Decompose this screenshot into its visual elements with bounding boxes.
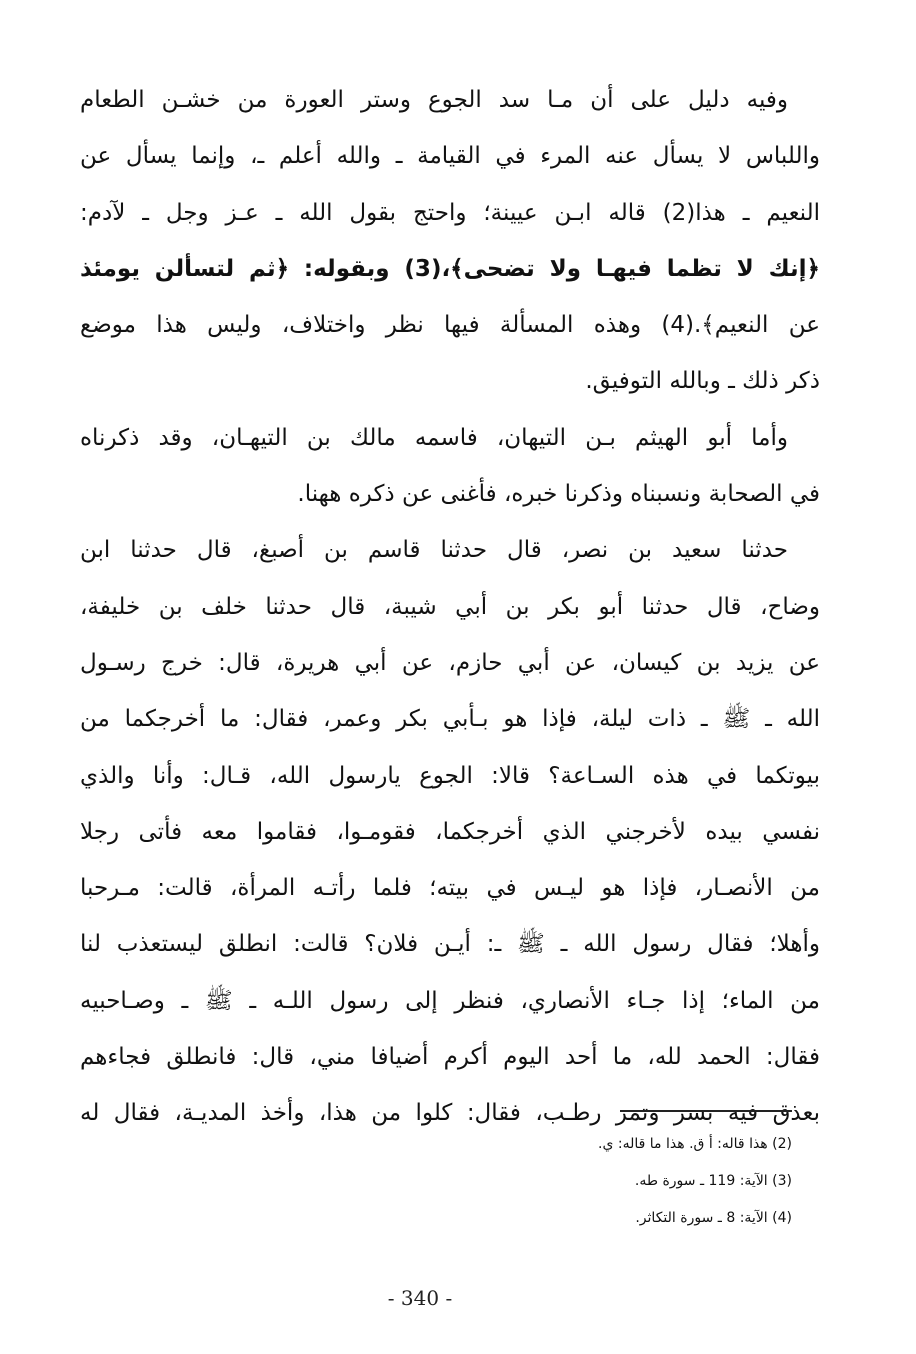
text-line: من الماء؛ إذا جـاء الأنصاري، فنظر إلى رسول اللـه ـ ﷺ ـ وصـاحبيه [80,987,820,1014]
text-line: ذكر ذلك ـ وبالله التوفيق. [585,368,820,395]
text-line: وضاح، قال حدثنا أبو بكر بن أبي شيبة، قال حدثنا خلف بن خليفة، [80,593,820,620]
text-line: بعذق فيه بسر وتمر رطـب، فقال: كلوا من هذا، وأخذ المديـة، فقال له [80,1100,820,1127]
text-line: وفيه دليل على أن مـا سد الجوع وستر العورة من خشـن الطعام [80,87,788,113]
text-line: من الأنصـار، فإذا هو ليـس في بيته؛ فلما رأتـه المرأة، قالت: مـرحبا [80,875,820,902]
footnote: (3) الآية: 119 ـ سورة طه. [634,1173,792,1189]
text-line: النعيم ـ هذا(2) قاله ابـن عيينة؛ واحتج بقول الله ـ عـز وجل ـ لآدم: [80,199,820,226]
text-line: حدثنا سعيد بن نصر، قال حدثنا قاسم بن أصبغ، قال حدثنا ابن [80,537,788,564]
body-text [80,72,820,1142]
text-line: الله ـ ﷺ ـ ذات ليلة، فإذا هو بـأبي بكر وعمر، فقال: ما أخرجكما من [80,706,820,733]
text-line: بيوتكما في هذه السـاعة؟ قالا: الجوع يارسول الله، قـال: وأنا والذي [80,762,820,789]
footnotes [420,1126,792,1237]
footnote-divider [620,1110,792,1112]
text-line-quran: ﴿إنك لا تظما فيهـا ولا تضحى﴾،(3) وبقوله: ﴿ثم لتسألن يومئذ [80,255,820,282]
text-line: عن يزيد بن كيسان، عن أبي حازم، عن أبي هريرة، قال: خرج رسـول [80,649,820,676]
page-number: - 340 - [387,1286,453,1310]
text-line: فقال: الحمد لله، ما أحد اليوم أكرم أضيافا مني، قال: فانطلق فجاءهم [80,1044,820,1071]
footnote: (4) الآية: 8 ـ سورة التكاثر. [635,1210,792,1226]
text-line: واللباس لا يسأل عنه المرء في القيامة ـ والله أعلم ـ، وإنما يسأل عن [80,143,820,170]
text-line: وأهلا؛ فقال رسول الله ـ ﷺ ـ: أيـن فلان؟ قالت: انطلق ليستعذب لنا [80,931,820,958]
text-line: نفسي بيده لأخرجني الذي أخرجكما، فقومـوا، فقاموا معه فأتى رجلا [80,818,820,845]
footnote: (2) هذا قاله: أ ق. هذا ما قاله: ي. [598,1136,792,1152]
text-line: في الصحابة ونسبناه وذكرنا خبره، فأغنى عن ذكره ههنا. [297,481,820,508]
text-line: عن النعيم﴾.(4) وهذه المسألة فيها نظر واختلاف، وليس هذا موضع [80,312,820,339]
text-line: وأما أبو الهيثم بـن التيهان، فاسمه مالك بن التيهـان، وقد ذكرناه [80,424,788,451]
